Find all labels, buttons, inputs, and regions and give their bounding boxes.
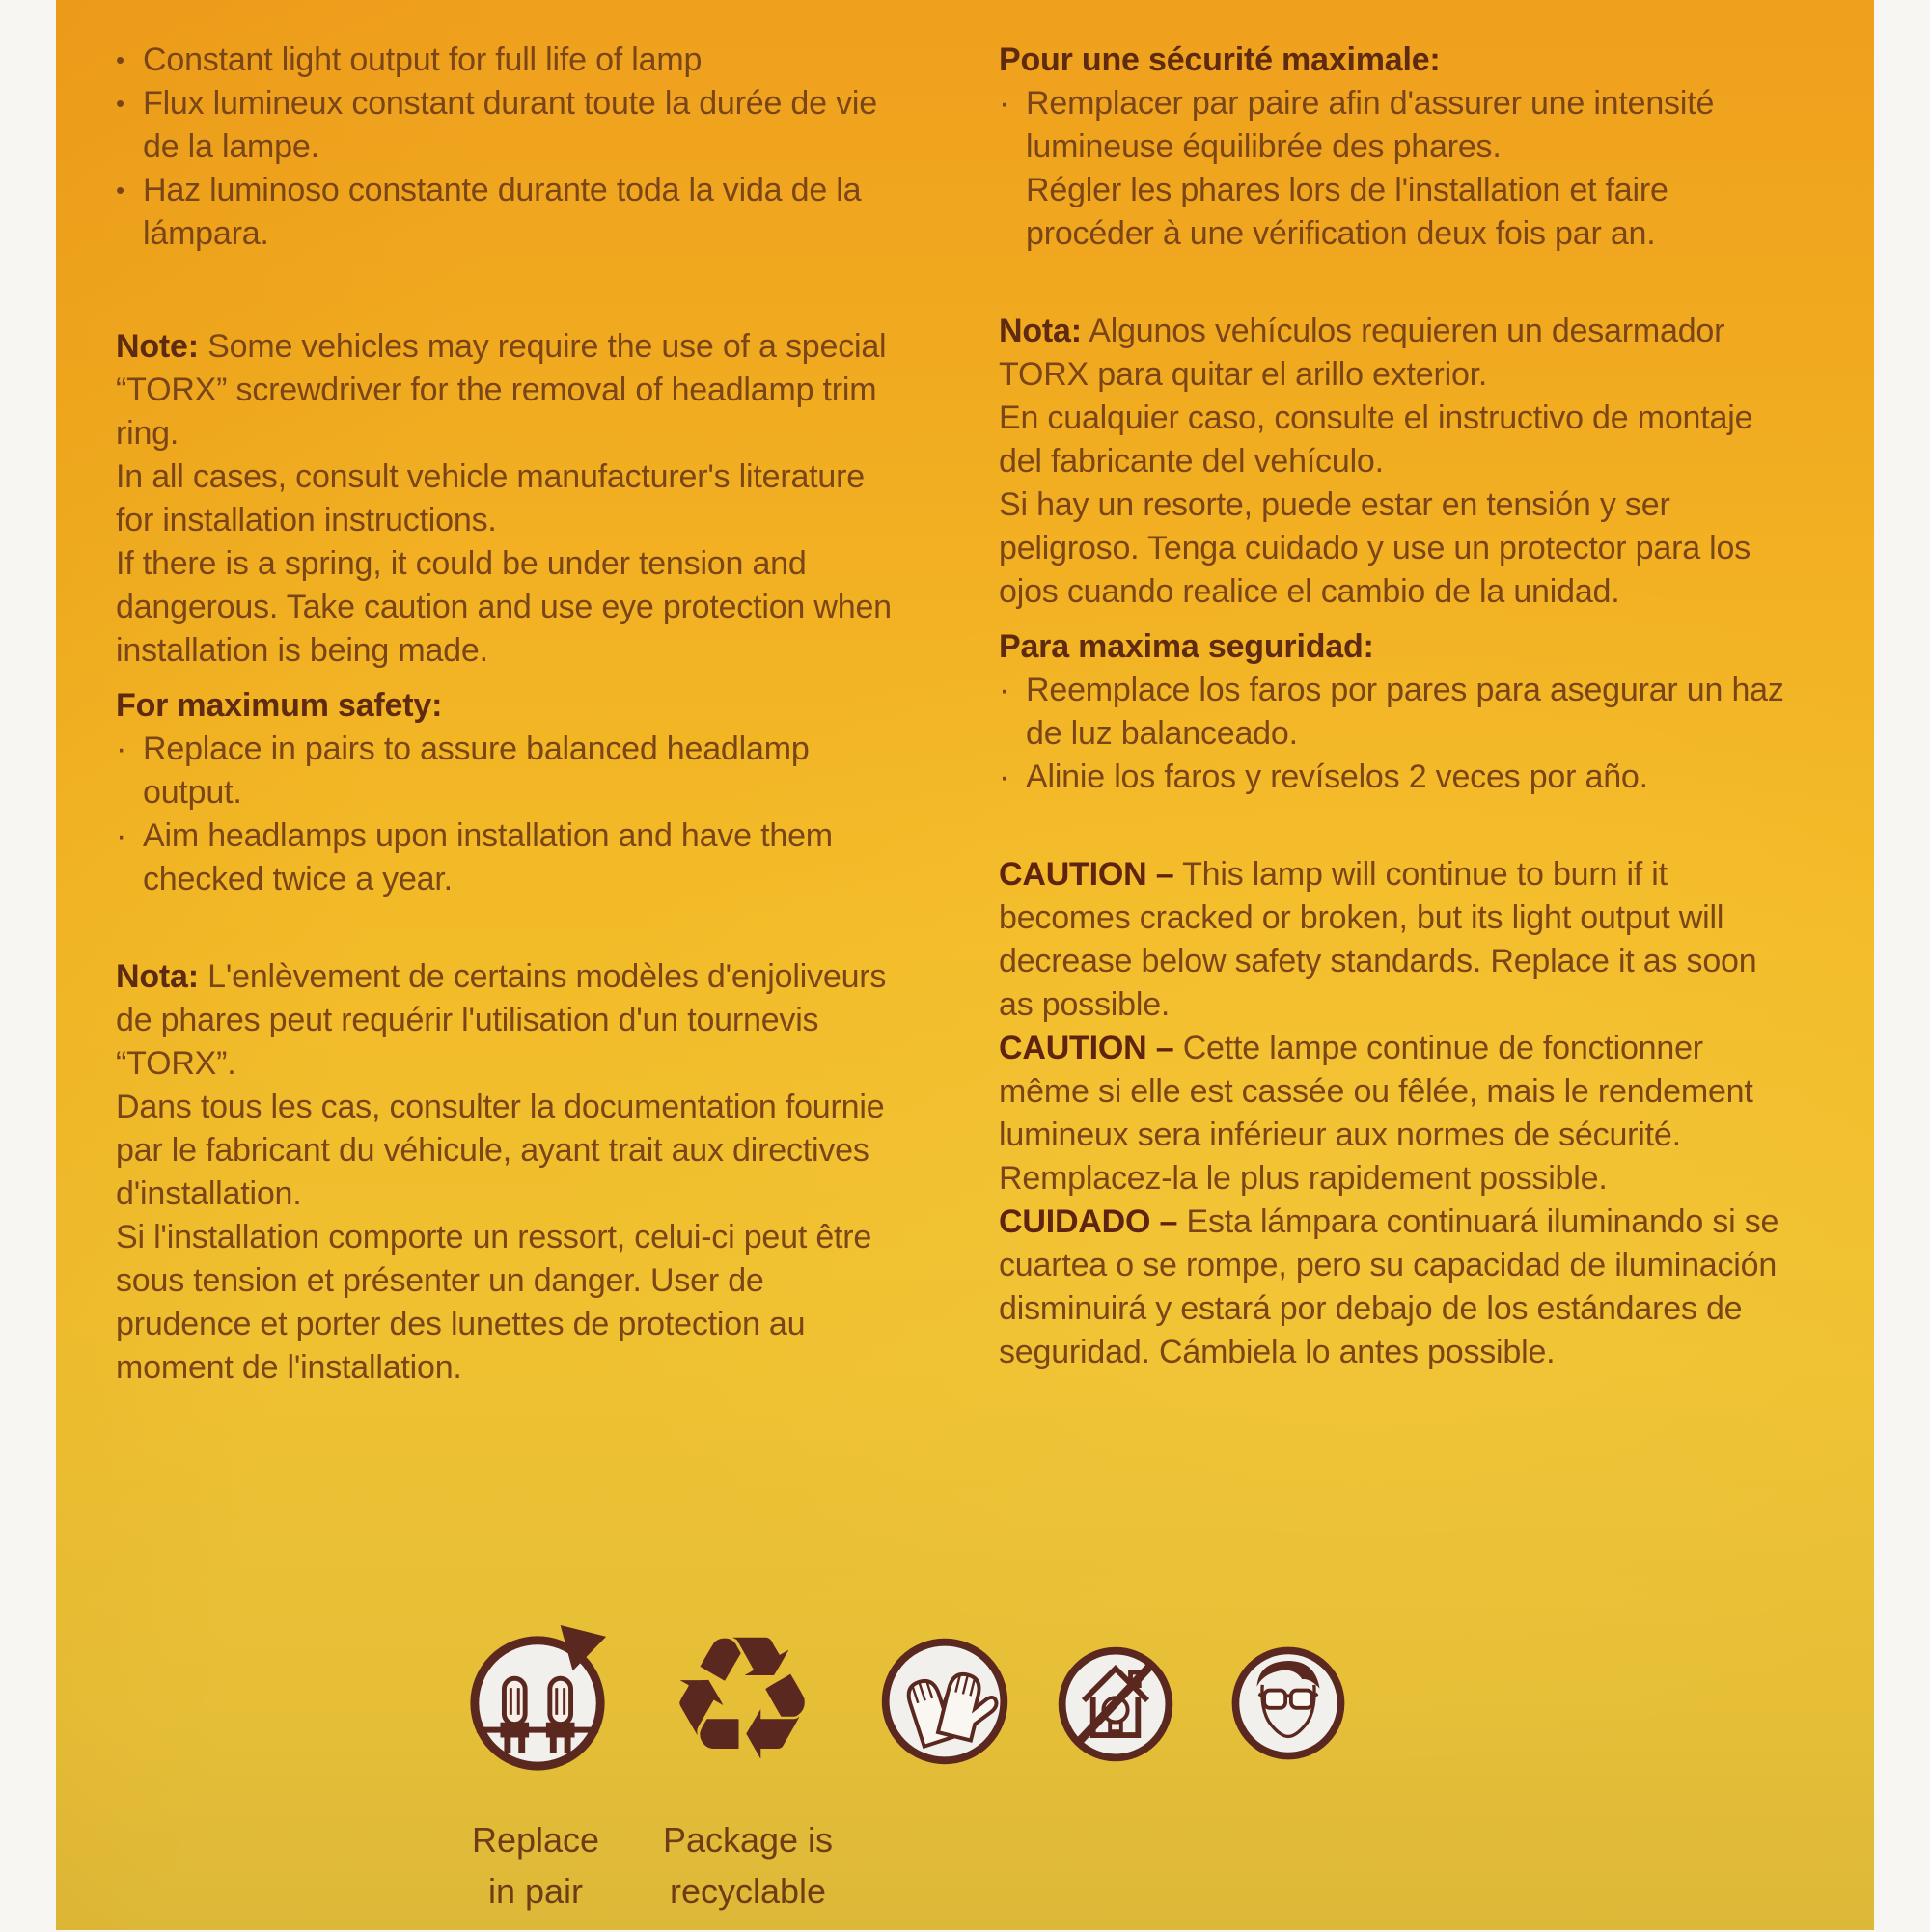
seguridad-heading: Para maxima seguridad: bbox=[999, 628, 1374, 665]
nota-text: Algunos vehículos requieren un desarmador TORX para quitar el arillo exterior. bbox=[999, 313, 1725, 393]
bullet-icon: · bbox=[116, 817, 127, 854]
caution-label: CAUTION – bbox=[999, 856, 1174, 893]
paragraph: Régler les phares lors de l'installation et faire procéder à une vérification deux fois par an. bbox=[1026, 172, 1668, 252]
note-section-fr bbox=[116, 955, 903, 1390]
cuidado-label: CUIDADO – bbox=[999, 1203, 1178, 1240]
paragraph bbox=[999, 310, 1794, 397]
bullet-icon: • bbox=[116, 89, 124, 118]
no-household-use-icon bbox=[1050, 1639, 1181, 1770]
nota-text: L'enlèvement de certains modèles d'enjoliveurs de phares peut requérir l'utilisation d'un tournevis “TORX”. bbox=[116, 958, 887, 1082]
bullet-icon: · bbox=[116, 731, 127, 767]
paragraph: En cualquier caso, consulte el instructivo de montaje del fabricante del vehículo. bbox=[999, 400, 1753, 480]
left-text-column bbox=[116, 39, 903, 1390]
note-section-en bbox=[116, 325, 903, 673]
bullet-icon: · bbox=[999, 672, 1010, 708]
max-safety-bullets bbox=[116, 728, 903, 901]
bullet-icon: · bbox=[999, 759, 1010, 795]
bullet-icon: · bbox=[999, 85, 1010, 122]
paragraph bbox=[116, 955, 903, 1086]
list-item bbox=[116, 169, 903, 256]
list-item: · Reemplace los faros por pares para asegurar un haz de luz balanceado. bbox=[999, 669, 1794, 756]
paragraph: If there is a spring, it could be under tension and dangerous. Take caution and use eye protection when installation is being made. bbox=[116, 545, 892, 669]
caution-paragraph-es: CUIDADO – Esta lámpara continuará iluminando si se cuartea o se rompe, pero su capacidad de iluminación disminuirá y estará por debajo de los estándares de seguridad. Cámbiela lo antes possible. bbox=[999, 1203, 1779, 1370]
paragraph: Si l'installation comporte un ressort, celui-ci peut être sous tension et présenter un danger. User de prudence et porter des lunettes de protection au moment de l'installation. bbox=[116, 1219, 872, 1386]
bullet-icon: • bbox=[116, 45, 124, 74]
note-section-es bbox=[999, 310, 1794, 614]
caution-paragraph-fr: CAUTION – Cette lampe continue de fonctionner même si elle est cassée ou fêlée, mais le rendement lumineux sera inférieur aux normes de sécurité. Remplacez-la le plus rapidement possible. bbox=[999, 1030, 1753, 1197]
caution-section bbox=[999, 853, 1794, 1374]
list-item: · Aim headlamps upon installation and have them checked twice a year. bbox=[116, 814, 903, 901]
paragraph bbox=[116, 325, 903, 455]
nota-label: Nota: bbox=[116, 958, 199, 995]
paragraph: Dans tous les cas, consulter la documentation fournie par le fabricant du véhicule, ayant trait aux directives d'installation. bbox=[116, 1089, 885, 1212]
gloves-icon bbox=[874, 1631, 1015, 1772]
feature-text: Flux lumineux constant durant toute la durée de vie de la lampe. bbox=[143, 85, 877, 165]
replace-in-pair-label: Replace in pair bbox=[471, 1820, 600, 1911]
safety-glasses-icon bbox=[1224, 1639, 1353, 1768]
list-item: · Alinie los faros y revíselos 2 veces por año. bbox=[999, 756, 1794, 799]
securite-heading: Pour une sécurité maximale: bbox=[999, 41, 1441, 78]
feature-bullet-list bbox=[116, 39, 903, 256]
note-label: Note: bbox=[116, 328, 199, 365]
list-item bbox=[116, 82, 903, 169]
bullet-icon: • bbox=[116, 176, 124, 205]
paragraph: Si hay un resorte, puede estar en tensión y ser peligroso. Tenga cuidado y use un protector para los ojos cuando realice el cambio de la unidad. bbox=[999, 486, 1751, 610]
paragraph: In all cases, consult vehicle manufacturer's literature for installation instructions. bbox=[116, 458, 865, 538]
package-back-panel bbox=[56, 0, 1874, 1930]
replace-in-pair-icon bbox=[461, 1623, 614, 1776]
right-text-column bbox=[999, 39, 1794, 1374]
note-text: Some vehicles may require the use of a special “TORX” screwdriver for the removal of headlamp trim ring. bbox=[116, 328, 887, 452]
caution-label: CAUTION – bbox=[999, 1030, 1174, 1066]
nota-label: Nota: bbox=[999, 313, 1082, 349]
list-item: · Remplacer par paire afin d'assurer une intensité lumineuse équilibrée des phares. bbox=[999, 82, 1794, 169]
max-safety-heading: For maximum safety: bbox=[116, 687, 443, 724]
list-item bbox=[116, 39, 903, 82]
seguridad-bullets bbox=[999, 669, 1794, 799]
recycle-icon: ♻ bbox=[665, 1603, 819, 1795]
safety-icon-row bbox=[56, 1603, 1874, 1932]
caution-paragraph-en: CAUTION – This lamp will continue to burn if it becomes cracked or broken, but its light output will decrease below safety standards. Replace it as soon as possible. bbox=[999, 856, 1757, 1023]
list-item: · Replace in pairs to assure balanced headlamp output. bbox=[116, 728, 903, 814]
package-recyclable-label: Package is recyclable bbox=[662, 1820, 834, 1911]
feature-text: Constant light output for full life of lamp bbox=[143, 41, 703, 78]
feature-text: Haz luminoso constante durante toda la vida de la lámpara. bbox=[143, 172, 862, 252]
